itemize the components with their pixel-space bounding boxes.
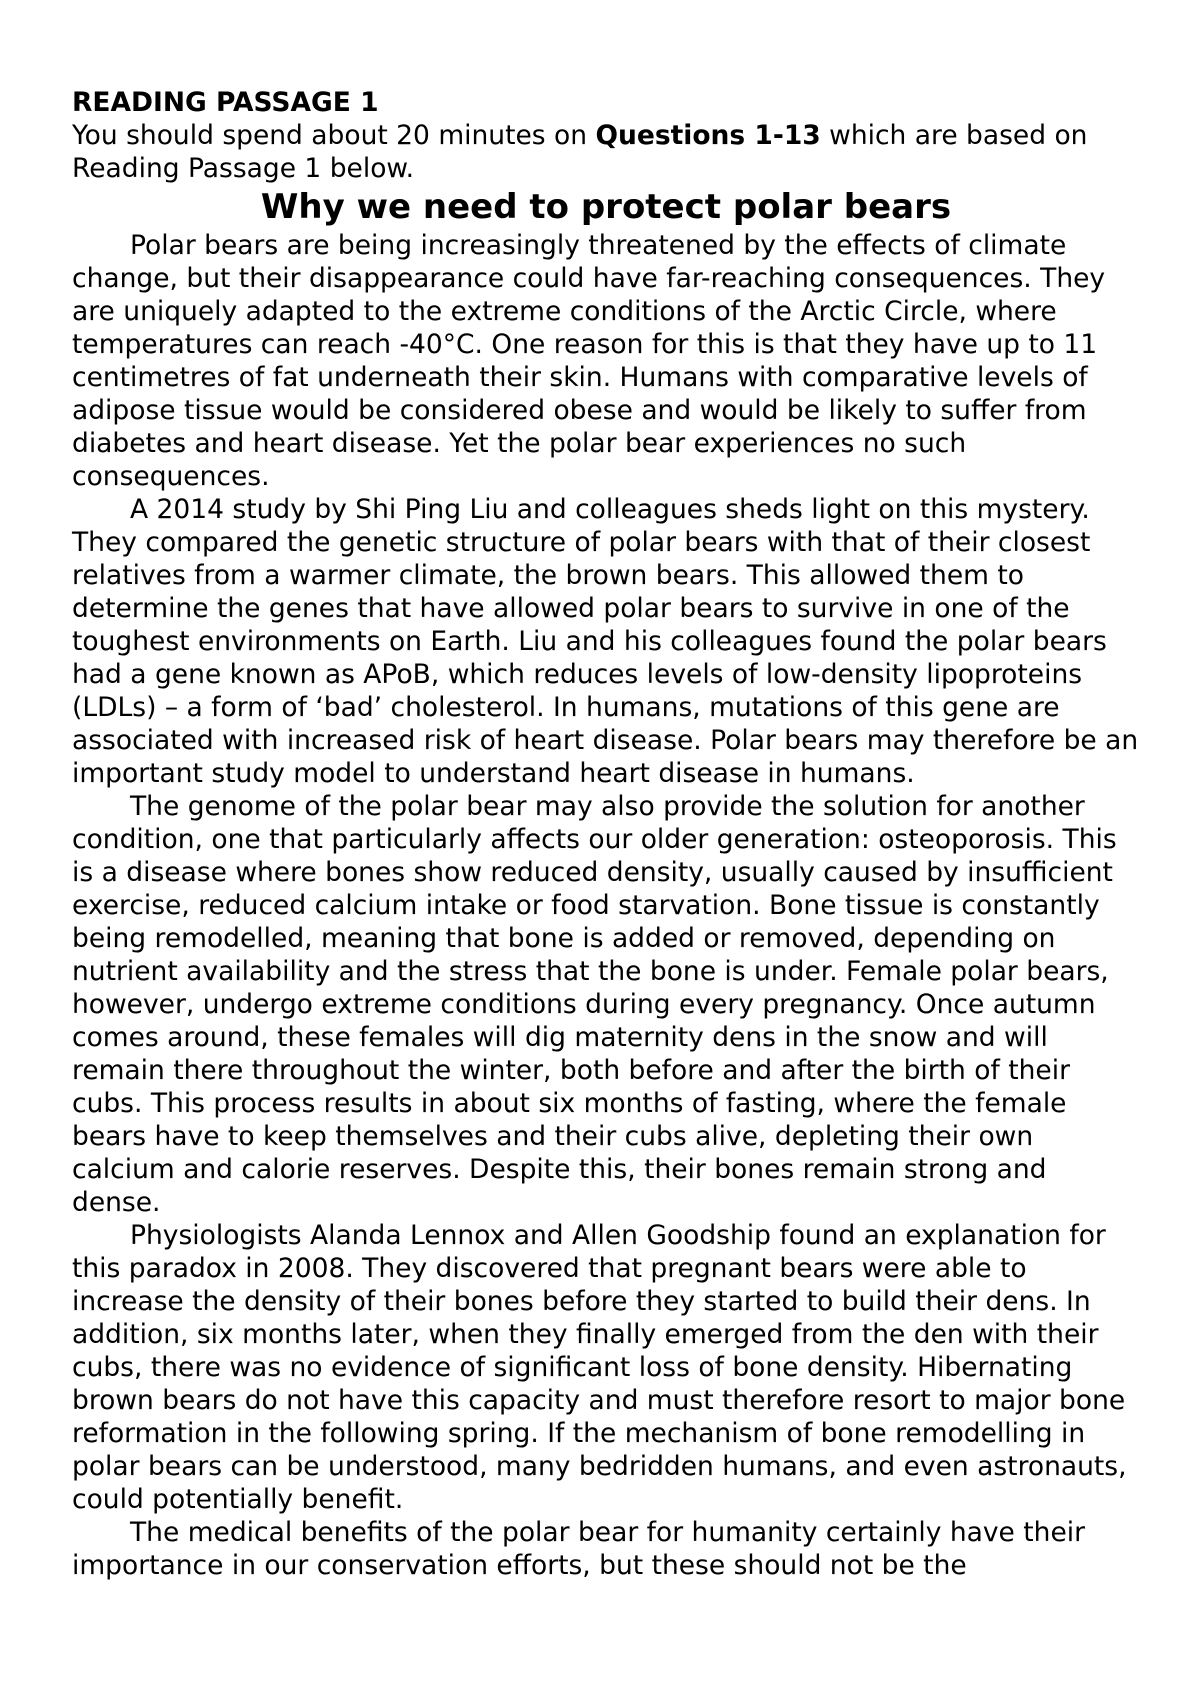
reading-passage-page bbox=[72, 86, 1140, 1582]
section-label: READING PASSAGE 1 bbox=[72, 87, 379, 118]
paragraph-3: The genome of the polar bear may also provide the solution for another condition, one that particularly affects our older generation: osteoporosis. This is a disease where bones show reduced density, usually caused by insufficient exercise, reduced calcium intake or food starvation. Bone tissue is constantly being remodelled, meaning that bone is added or removed, depending on nutrient availability and the stress that the bone is under. Female polar bears, however, undergo extreme conditions during every pregnancy. Once autumn comes around, these females will dig maternity dens in the snow and will remain there throughout the winter, both before and after the birth of their cubs. This process results in about six months of fasting, where the female bears have to keep themselves and their cubs alive, depleting their own calcium and calorie reserves. Despite this, their bones remain strong and dense. bbox=[72, 791, 1117, 1218]
instructions bbox=[72, 119, 1140, 185]
instructions-suffix: which are based on Reading Passage 1 below. bbox=[72, 120, 1088, 184]
paragraph-1: Polar bears are being increasingly threatened by the effects of climate change, but their disappearance could have far-reaching consequences. They are uniquely adapted to the extreme conditions of the Arctic Circle, where temperatures can reach -40°C. One reason for this is that they have up to 11 centimetres of fat underneath their skin. Humans with comparative levels of adipose tissue would be considered obese and would be likely to suffer from diabetes and heart disease. Yet the polar bear experiences no such consequences. bbox=[72, 230, 1106, 492]
instructions-prefix: You should spend about 20 minutes on bbox=[72, 120, 596, 151]
article-title: Why we need to protect polar bears bbox=[260, 187, 952, 227]
paragraph-5: The medical benefits of the polar bear for humanity certainly have their importance in our conservation efforts, but these should not be the bbox=[72, 1517, 1086, 1581]
paragraph-2: A 2014 study by Shi Ping Liu and colleagues sheds light on this mystery. They compared the genetic structure of polar bears with that of their closest relatives from a warmer climate, the brown bears. This allowed them to determine the genes that have allowed polar bears to survive in one of the toughest environments on Earth. Liu and his colleagues found the polar bears had a gene known as APoB, which reduces levels of low-density lipoproteins (LDLs) – a form of ‘bad’ cholesterol. In humans, mutations of this gene are associated with increased risk of heart disease. Polar bears may therefore be an important study model to understand heart disease in humans. bbox=[72, 494, 1139, 789]
instructions-questions-range: Questions 1-13 bbox=[595, 120, 821, 151]
paragraph-4: Physiologists Alanda Lennox and Allen Goodship found an explanation for this paradox in 2008. They discovered that pregnant bears were able to increase the density of their bones before they started to build their dens. In addition, six months later, when they finally emerged from the den with their cubs, there was no evidence of significant loss of bone density. Hibernating brown bears do not have this capacity and must therefore resort to major bone reformation in the following spring. If the mechanism of bone remodelling in polar bears can be understood, many bedridden humans, and even astronauts, could potentially benefit. bbox=[72, 1220, 1127, 1515]
